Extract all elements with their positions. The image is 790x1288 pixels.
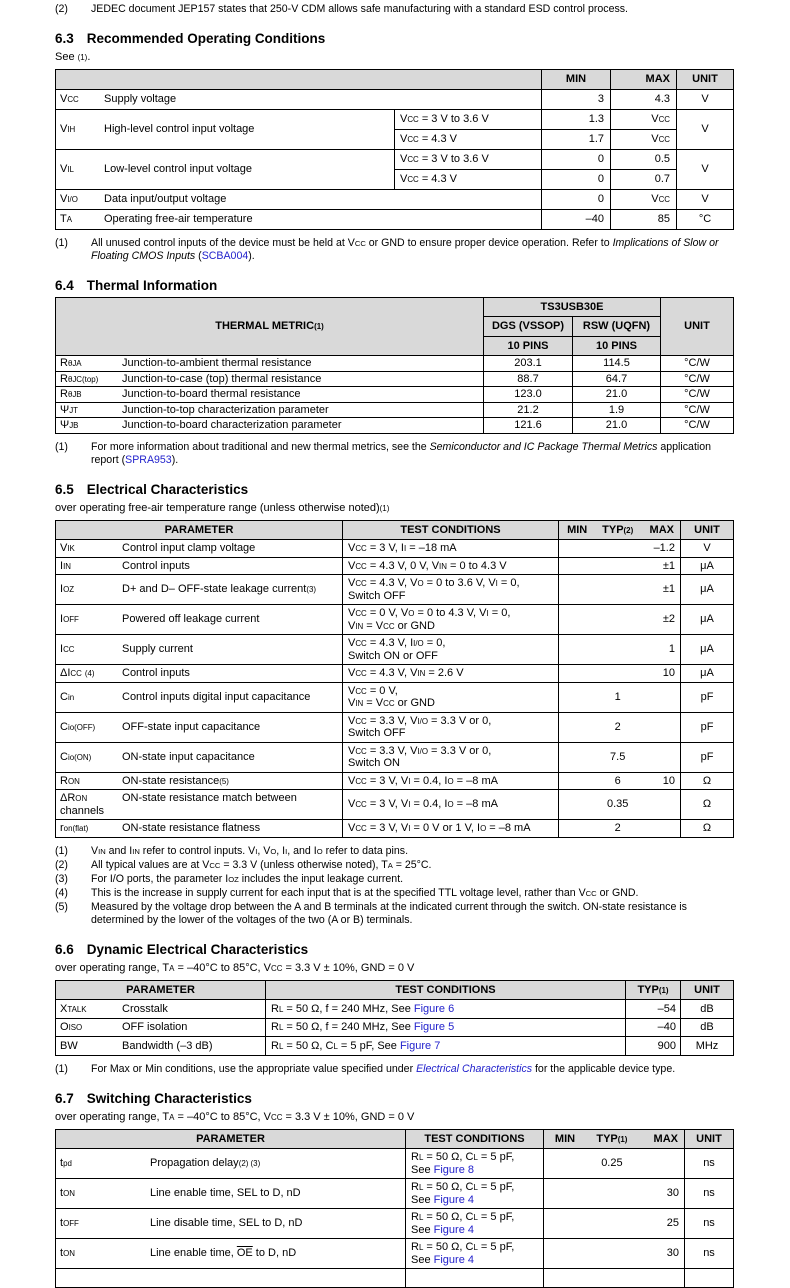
unit-value: μA <box>681 605 734 635</box>
value-rsw: 114.5 <box>573 356 661 372</box>
table-thermal-information <box>55 297 734 434</box>
typ-value: 0.25 <box>586 1157 638 1170</box>
min-value: 1.7 <box>542 129 611 149</box>
param-symbol: $R_{\theta JC(top)}$ <box>60 373 122 386</box>
value-dgs: 21.2 <box>484 402 573 418</box>
col-header-device: TS3USB30E <box>484 297 661 317</box>
param-name: Control inputs <box>122 667 190 679</box>
footnote-list <box>55 237 735 263</box>
table-row <box>56 557 734 575</box>
table-row <box>56 712 734 742</box>
unit-value: °C/W <box>661 387 734 403</box>
param-symbol: $\Delta I_{CC}$ $^{(4)}$ <box>60 667 122 680</box>
doc-link[interactable]: Figure 8 <box>434 1164 474 1176</box>
param-symbol: $I_{CC}$ <box>60 643 122 656</box>
table-row <box>56 189 734 209</box>
section-heading-6-5 <box>55 482 735 497</box>
table-row <box>56 1239 734 1269</box>
test-condition: $V_{CC} = 3$ V to 3.6 V <box>395 149 542 169</box>
test-condition: $V_{CC} = 4.3$ V <box>395 129 542 149</box>
test-condition: $R_L = 50$ Ω, f = 240 MHz, See Figure 6 <box>266 1000 626 1019</box>
test-condition: $V_{CC} = 3$ V, $I_I = -18$ mA <box>343 540 559 558</box>
footnote-text: Measured by the voltage drop between the A and B terminals at the indicated current through the switch. ON-state resistance is determined by the lower of the voltages of the two (A or B) terminals. <box>91 901 687 926</box>
footnote-text: $V_{IN}$ and $I_{IN}$ refer to control inputs. $V_I$, $V_O$, $I_I$, and $I_O$ refer to data pins. <box>91 845 408 857</box>
footnote-number: (1) <box>55 237 68 250</box>
test-condition: $V_{CC} = 3.3$ V, $V_{I/O} = 3.3$ V or 0, Switch ON <box>343 742 559 772</box>
param-symbol: $C_{in}$ <box>60 691 122 704</box>
footnote <box>55 887 735 900</box>
value-dgs: 203.1 <box>484 356 573 372</box>
table-header-row <box>56 520 734 540</box>
unit-value: μA <box>681 575 734 605</box>
test-condition: $V_{CC} = 0$ V, $V_O = 0$ to 4.3 V, $V_I = 0$, $V_{IN} = V_{CC}$ or GND <box>343 605 559 635</box>
col-header-min: MIN <box>559 524 595 537</box>
param-symbol: $X_{TALK}$ <box>60 1003 122 1016</box>
max-value: 30 <box>638 1187 684 1200</box>
col-header-pins-dgs: 10 PINS <box>484 336 573 356</box>
max-value: $V_{CC}$ <box>611 109 677 129</box>
footnote-text: JEDEC document JEP157 states that 250-V CDM allows safe manufacturing with a standard ESD control process. <box>91 3 628 15</box>
min-value: 0 <box>542 189 611 209</box>
value-rsw: 1.9 <box>573 402 661 418</box>
col-header-min: MIN <box>542 70 611 90</box>
max-value: ±1 <box>640 560 680 573</box>
footnote <box>55 873 735 886</box>
param-name: D+ and D– OFF-state leakage current$^{(3)}$ <box>122 583 316 595</box>
typ-value: 0.35 <box>595 798 640 811</box>
table-header-row <box>56 70 734 90</box>
footnote-number: (4) <box>55 887 68 900</box>
footnote <box>55 3 735 16</box>
unit-value: μA <box>681 635 734 665</box>
col-header-parameter: PARAMETER <box>56 520 343 540</box>
table-row <box>56 418 734 434</box>
test-condition: $V_{CC} = 4.3$ V <box>395 169 542 189</box>
footnote <box>55 859 735 872</box>
footnote-number: (3) <box>55 873 68 886</box>
param-symbol: $I_{OZ}$ <box>60 583 122 596</box>
test-condition: $R_L = 50$ Ω, $C_L = 5$ pF, See Figure 7 <box>266 1037 626 1056</box>
max-value: 0.5 <box>611 149 677 169</box>
col-header-min-typ-max <box>559 520 681 540</box>
param-symbol: $\Psi_{JT}$ <box>60 404 122 417</box>
table-row <box>56 665 734 683</box>
unit-value: pF <box>681 742 734 772</box>
value-dgs: 123.0 <box>484 387 573 403</box>
table-row <box>56 742 734 772</box>
max-value: 25 <box>638 1217 684 1230</box>
param-symbol: $O_{ISO}$ <box>60 1021 122 1034</box>
footnote-list <box>55 1063 735 1076</box>
max-value: 10 <box>640 775 680 788</box>
table-row <box>56 209 734 229</box>
param-name: Line enable time, SEL to D, nD <box>150 1187 301 1199</box>
section-number: 6.4 <box>55 278 74 293</box>
test-condition: $V_{CC} = 4.3$ V, $V_O = 0$ to 3.6 V, $V_I = 0$, Switch OFF <box>343 575 559 605</box>
unit-value: MHz <box>681 1037 734 1056</box>
footnote-text: All typical values are at $V_{CC} = 3.3$ V (unless otherwise noted), $T_A = 25^\circ C$. <box>91 859 432 871</box>
max-value: ±2 <box>640 613 680 626</box>
test-condition: $V_{CC} = 4.3$ V, 0 V, $V_{IN} = 0$ to 4.3 V <box>343 557 559 575</box>
min-value: 3 <box>542 89 611 109</box>
footnote-text: This is the increase in supply current for each input that is at the specified TTL voltage level, rather than $V_{CC}$ or GND. <box>91 887 638 899</box>
col-header-pins-rsw: 10 PINS <box>573 336 661 356</box>
table-row <box>56 89 734 109</box>
section-title: Electrical Characteristics <box>87 482 248 497</box>
param-name: Control inputs <box>122 560 190 572</box>
unit-value: °C/W <box>661 356 734 372</box>
table-switching-characteristics <box>55 1129 734 1288</box>
max-value: $V_{CC}$ <box>611 129 677 149</box>
param-symbol: $C_{io(ON)}$ <box>60 751 122 764</box>
table-row <box>56 1179 734 1209</box>
doc-link[interactable]: Electrical Characteristics <box>416 1063 532 1075</box>
param-name: Line disable time, SEL to D, nD <box>150 1217 302 1229</box>
section-heading-6-6 <box>55 942 735 957</box>
footnote-number: (1) <box>55 1063 68 1076</box>
param-name: ON-state input capacitance <box>122 751 255 763</box>
table-row <box>56 1209 734 1239</box>
param-symbol: $R_{ON}$ <box>60 775 122 788</box>
value-dgs: 121.6 <box>484 418 573 434</box>
param-name: Junction-to-ambient thermal resistance <box>122 357 312 369</box>
header-empty <box>56 70 542 90</box>
table-row <box>56 1037 734 1056</box>
doc-link[interactable]: Figure 6 <box>414 1003 454 1015</box>
table-electrical-characteristics <box>55 520 734 838</box>
table-row <box>56 540 734 558</box>
unit-value: V <box>677 189 734 209</box>
max-value: 30 <box>638 1247 684 1260</box>
test-condition: $R_L = 50$ Ω, $C_L = 5$ pF, See Figure 4 <box>406 1209 544 1239</box>
value-dgs: 88.7 <box>484 371 573 387</box>
param-name: Junction-to-top characterization parameter <box>122 404 329 416</box>
value-rsw: 64.7 <box>573 371 661 387</box>
section-number: 6.6 <box>55 942 74 957</box>
max-value: 10 <box>640 667 680 680</box>
max-value: 1 <box>640 643 680 656</box>
table-row <box>56 820 734 838</box>
param-symbol: $\Delta R_{ON}$ <box>60 792 122 805</box>
typ-value: 6 <box>595 775 640 788</box>
section-number: 6.7 <box>55 1091 74 1106</box>
table-row <box>56 772 734 790</box>
test-condition: $V_{CC} = 4.3$ V, $I_{I/O} = 0$, Switch ON or OFF <box>343 635 559 665</box>
section-intro: over operating range, $T_A = -40^\circ C$ to 85°C, $V_{CC} = 3.3$ V ± 10%, GND = 0 V <box>55 961 735 975</box>
param-symbol: $V_{CC}$ <box>60 93 104 106</box>
doc-link[interactable]: Figure 5 <box>414 1021 454 1033</box>
table-row <box>56 790 734 820</box>
footnote-text: For I/O ports, the parameter $I_{OZ}$ includes the input leakage current. <box>91 873 403 885</box>
test-condition: $V_{CC} = 3$ V to 3.6 V <box>395 109 542 129</box>
unit-value: V <box>677 109 734 149</box>
section-number: 6.3 <box>55 31 74 46</box>
doc-link[interactable]: SCBA004 <box>202 250 249 262</box>
footnote-number: (1) <box>55 845 68 858</box>
unit-value: ns <box>685 1209 734 1239</box>
unit-value: V <box>677 89 734 109</box>
max-value: 4.3 <box>611 89 677 109</box>
doc-link[interactable]: Figure 4 <box>434 1254 474 1266</box>
section-number: 6.5 <box>55 482 74 497</box>
param-name: High-level control input voltage <box>104 123 254 135</box>
unit-value: Ω <box>681 790 734 820</box>
section-heading-6-3 <box>55 31 735 46</box>
param-name: Propagation delay$^{(2) (3)}$ <box>150 1157 260 1169</box>
param-name: Supply current <box>122 643 193 655</box>
unit-value: dB <box>681 1018 734 1037</box>
footnote <box>55 237 735 263</box>
param-name: Data input/output voltage <box>104 193 226 205</box>
footnote-number: (2) <box>55 859 68 872</box>
param-name: Control input clamp voltage <box>122 542 255 554</box>
col-header-parameter: PARAMETER <box>56 1129 406 1149</box>
test-condition: $V_{CC} = 3$ V, $V_I = 0$ V or 1 V, $I_O = -8$ mA <box>343 820 559 838</box>
unit-value: V <box>677 149 734 189</box>
table-dynamic-electrical-characteristics <box>55 980 734 1056</box>
param-symbol: $t_{pd}$ <box>60 1157 150 1170</box>
param-symbol: $r_{on(flat)}$ <box>60 822 122 835</box>
col-header-max: MAX <box>611 70 677 90</box>
doc-link[interactable]: Figure 4 <box>434 1194 474 1206</box>
table-row <box>56 575 734 605</box>
footnote-text: For more information about traditional and new thermal metrics, see the Semiconductor and IC Package Thermal Metrics application report (SPRA953). <box>91 441 711 466</box>
doc-link[interactable]: Figure 7 <box>400 1040 440 1052</box>
param-name: Operating free-air temperature <box>104 213 253 225</box>
param-symbol: BW <box>60 1040 122 1053</box>
table-row <box>56 1000 734 1019</box>
test-condition: $V_{CC} = 4.3$ V, $V_{IN} = 2.6$ V <box>343 665 559 683</box>
test-condition: $R_L = 50$ Ω, f = 240 MHz, See Figure 5 <box>266 1018 626 1037</box>
param-symbol: $T_A$ <box>60 213 104 226</box>
typ-value: 7.5 <box>595 751 640 764</box>
section-heading-6-7 <box>55 1091 735 1106</box>
typ-value: 900 <box>626 1037 681 1056</box>
col-header-min: MIN <box>544 1133 586 1146</box>
table-row <box>56 402 734 418</box>
max-value: 85 <box>611 209 677 229</box>
test-condition: $V_{CC} = 3.3$ V, $V_{I/O} = 3.3$ V or 0, Switch OFF <box>343 712 559 742</box>
col-header-thermal-metric: THERMAL METRIC$^{(1)}$ <box>56 297 484 356</box>
param-symbol: $t_{OFF}$ <box>60 1217 150 1230</box>
col-header-max: MAX <box>640 524 680 537</box>
param-name: Crosstalk <box>122 1003 168 1015</box>
test-condition: $R_L = 50$ Ω, $C_L = 5$ pF, See Figure 4 <box>406 1179 544 1209</box>
param-symbol: $\Psi_{JB}$ <box>60 419 122 432</box>
table-row <box>56 682 734 712</box>
unit-value: pF <box>681 712 734 742</box>
footnote-number: (2) <box>55 3 68 16</box>
table-row <box>56 605 734 635</box>
unit-value: Ω <box>681 772 734 790</box>
max-value: $V_{CC}$ <box>611 189 677 209</box>
footnote-number: (1) <box>55 441 68 454</box>
col-header-min-typ-max <box>544 1129 685 1149</box>
unit-value: pF <box>681 682 734 712</box>
param-symbol: $V_{I/O}$ <box>60 193 104 206</box>
param-symbol: $t_{ON}$ <box>60 1187 150 1200</box>
col-header-unit: UNIT <box>681 980 734 1000</box>
param-name: Junction-to-board thermal resistance <box>122 388 301 400</box>
param-name: Powered off leakage current <box>122 613 259 625</box>
param-name: Bandwidth (–3 dB) <box>122 1040 213 1052</box>
unit-value: Ω <box>681 820 734 838</box>
param-symbol: $R_{\theta JB}$ <box>60 388 122 401</box>
table-row <box>56 356 734 372</box>
table-header-row <box>56 980 734 1000</box>
param-symbol: $I_{OFF}$ <box>60 613 122 626</box>
col-header-typ: TYP$^{(1)}$ <box>626 980 681 1000</box>
test-condition: $V_{CC} = 3$ V, $V_I = 0.4$, $I_O = -8$ mA <box>343 772 559 790</box>
unit-value: V <box>681 540 734 558</box>
param-name: OFF isolation <box>122 1021 187 1033</box>
col-header-typ: TYP$^{(2)}$ <box>595 524 640 537</box>
param-name: Junction-to-case (top) thermal resistance <box>122 373 321 385</box>
footnote-list <box>55 441 735 467</box>
param-name: ON-state resistance$^{(5)}$ <box>122 775 229 787</box>
unit-value: ns <box>685 1239 734 1269</box>
value-rsw: 21.0 <box>573 418 661 434</box>
section-intro: over operating free-air temperature range (unless otherwise noted)$^{(1)}$ <box>55 501 735 515</box>
param-name: Low-level control input voltage <box>104 163 252 175</box>
test-condition: $R_L = 50$ Ω, $C_L = 5$ pF, See Figure 8 <box>406 1149 544 1179</box>
table-row <box>56 109 734 129</box>
col-header-parameter: PARAMETER <box>56 980 266 1000</box>
footnote <box>55 901 735 927</box>
footnote-list <box>55 845 735 927</box>
table-row <box>56 149 734 169</box>
footnote <box>55 845 735 858</box>
param-symbol: $I_{IN}$ <box>60 560 122 573</box>
param-symbol: $C_{io(OFF)}$ <box>60 721 122 734</box>
footnote-text: All unused control inputs of the device must be held at $V_{CC}$ or GND to ensure proper device operation. Refer to Implications of Slow or Floating CMOS Inputs (SCBA004). <box>91 237 719 262</box>
param-name: ON-state resistance flatness <box>122 822 260 834</box>
param-name: Control inputs digital input capacitance <box>122 691 310 703</box>
typ-value: 2 <box>595 822 640 835</box>
min-value: 0 <box>542 169 611 189</box>
typ-value: –54 <box>626 1000 681 1019</box>
unit-value: °C <box>677 209 734 229</box>
max-value: –1.2 <box>640 542 680 555</box>
param-name: Supply voltage <box>104 93 176 105</box>
table-row-partial <box>56 1269 734 1288</box>
table-row <box>56 1018 734 1037</box>
section-intro: See $^{(1)}$. <box>55 50 735 64</box>
value-rsw: 21.0 <box>573 387 661 403</box>
footnote-number: (5) <box>55 901 68 914</box>
unit-value: μA <box>681 557 734 575</box>
param-name: OFF-state input capacitance <box>122 721 260 733</box>
param-symbol: $t_{ON}$ <box>60 1247 150 1260</box>
col-header-test-conditions: TEST CONDITIONS <box>406 1129 544 1149</box>
param-name: Junction-to-board characterization parameter <box>122 419 342 431</box>
unit-value: ns <box>685 1179 734 1209</box>
param-symbol: $V_{IL}$ <box>60 163 104 176</box>
param-symbol: $R_{\theta JA}$ <box>60 357 122 370</box>
section-intro: over operating range, $T_A = -40^\circ C$ to 85°C, $V_{CC} = 3.3$ V ± 10%, GND = 0 V <box>55 1110 735 1124</box>
col-header-package-dgs: DGS (VSSOP) <box>484 317 573 337</box>
col-header-unit: UNIT <box>677 70 734 90</box>
footnote-text: For Max or Min conditions, use the appropriate value specified under Electrical Characteristics for the applicable device type. <box>91 1063 675 1075</box>
unit-value: °C/W <box>661 418 734 434</box>
table-row <box>56 387 734 403</box>
col-header-typ: TYP$^{(1)}$ <box>586 1133 638 1146</box>
section-title: Recommended Operating Conditions <box>87 31 326 46</box>
param-name: ON-state resistance match between channels <box>60 792 297 817</box>
unit-value: °C/W <box>661 402 734 418</box>
section-title: Dynamic Electrical Characteristics <box>87 942 308 957</box>
unit-value: ns <box>685 1149 734 1179</box>
section-title: Switching Characteristics <box>87 1091 252 1106</box>
col-header-test-conditions: TEST CONDITIONS <box>266 980 626 1000</box>
col-header-unit: UNIT <box>681 520 734 540</box>
col-header-test-conditions: TEST CONDITIONS <box>343 520 559 540</box>
doc-link[interactable]: SPRA953 <box>125 454 172 466</box>
table-row <box>56 1149 734 1179</box>
col-header-unit: UNIT <box>685 1129 734 1149</box>
col-header-package-rsw: RSW (UQFN) <box>573 317 661 337</box>
unit-value: dB <box>681 1000 734 1019</box>
doc-link[interactable]: Figure 4 <box>434 1224 474 1236</box>
max-value: ±1 <box>640 583 680 596</box>
footnote <box>55 441 735 467</box>
param-symbol: $V_{IH}$ <box>60 123 104 136</box>
max-value: 0.7 <box>611 169 677 189</box>
min-value: 0 <box>542 149 611 169</box>
table-row <box>56 371 734 387</box>
unit-value: °C/W <box>661 371 734 387</box>
col-header-max: MAX <box>638 1133 684 1146</box>
min-value: –40 <box>542 209 611 229</box>
test-condition: $V_{CC} = 0$ V, $V_{IN} = V_{CC}$ or GND <box>343 682 559 712</box>
table-header-row <box>56 297 734 317</box>
table-recommended-operating-conditions <box>55 69 734 230</box>
param-symbol: $V_{IK}$ <box>60 542 122 555</box>
typ-value: –40 <box>626 1018 681 1037</box>
section-heading-6-4 <box>55 278 735 293</box>
param-name: Line enable time, $\overline{OE}$ to D, nD <box>150 1247 296 1259</box>
test-condition: $R_L = 50$ Ω, $C_L = 5$ pF, See Figure 4 <box>406 1239 544 1269</box>
table-row <box>56 635 734 665</box>
min-value: 1.3 <box>542 109 611 129</box>
footnote <box>55 1063 735 1076</box>
test-condition: $V_{CC} = 3$ V, $V_I = 0.4$, $I_O = -8$ mA <box>343 790 559 820</box>
typ-value: 2 <box>595 721 640 734</box>
table-header-row <box>56 1129 734 1149</box>
section-title: Thermal Information <box>87 278 218 293</box>
unit-value: μA <box>681 665 734 683</box>
col-header-unit: UNIT <box>661 297 734 356</box>
typ-value: 1 <box>595 691 640 704</box>
